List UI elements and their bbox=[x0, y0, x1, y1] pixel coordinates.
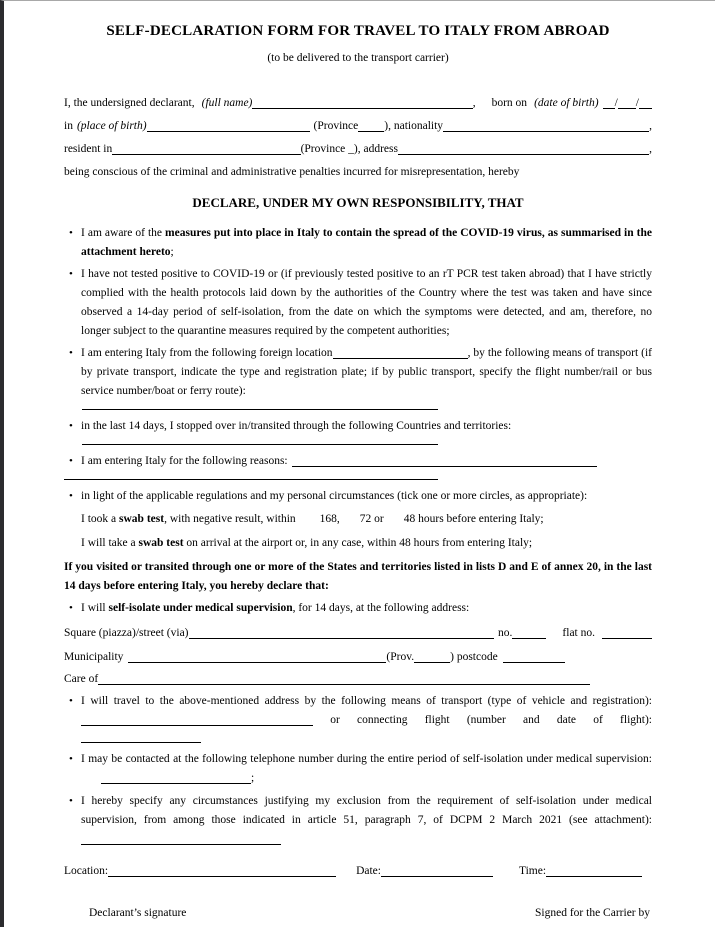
carrier-signature-label: Signed for the Carrier by bbox=[535, 907, 650, 919]
telephone-blank[interactable] bbox=[101, 773, 251, 784]
slash: / bbox=[614, 97, 618, 109]
prov-label: (Prov. bbox=[386, 651, 415, 663]
date-of-birth-label: (date of birth) bbox=[534, 97, 599, 109]
flat-no-blank[interactable] bbox=[602, 638, 652, 639]
bullet-telephone bbox=[64, 750, 652, 788]
flat-no-label: flat no. bbox=[562, 627, 595, 639]
bullet-reasons bbox=[64, 452, 652, 471]
swab-will-pre: I will take a bbox=[81, 537, 139, 549]
time-label: Time: bbox=[518, 865, 547, 877]
self-isolate-post: , for 14 days, at the following address: bbox=[292, 602, 470, 614]
street-no-blank[interactable] bbox=[512, 638, 546, 639]
comma: , bbox=[472, 97, 476, 109]
bullet-exclusion bbox=[64, 792, 652, 849]
dob-year-blank[interactable] bbox=[639, 108, 652, 109]
full-name-label: (full name) bbox=[201, 97, 253, 109]
prov-blank[interactable] bbox=[414, 652, 450, 663]
reasons-text: • I am entering Italy for the following reasons: bbox=[81, 455, 288, 467]
dob-day-blank[interactable] bbox=[603, 108, 615, 109]
address-blank[interactable] bbox=[398, 154, 649, 155]
declarations-section bbox=[64, 224, 652, 923]
declare-heading: DECLARE, UNDER MY OWN RESPONSIBILITY, THAT bbox=[192, 195, 524, 210]
swab-will-option bbox=[64, 534, 652, 553]
nationality-blank[interactable] bbox=[443, 131, 649, 132]
care-of-label: Care of bbox=[64, 673, 99, 685]
telephone-pre: I may be contacted at the following telephone number during the entire period of self-isolation under medical supervision: bbox=[81, 753, 652, 765]
location-label: Location: bbox=[64, 865, 109, 877]
signature-row bbox=[64, 904, 652, 923]
self-isolate-pre: I will bbox=[81, 602, 109, 614]
declarant-info-section bbox=[64, 92, 652, 184]
born-on-label: born on bbox=[491, 97, 528, 109]
residence-row bbox=[64, 138, 652, 161]
exclusion-blank[interactable] bbox=[81, 834, 281, 845]
province-address-label: (Province _), address bbox=[300, 143, 398, 155]
location-blank[interactable] bbox=[108, 876, 336, 877]
swab-taken-pre: I took a bbox=[81, 513, 120, 525]
stopover-write-in-line[interactable] bbox=[82, 444, 438, 445]
transport-write-in-line[interactable] bbox=[82, 409, 438, 410]
option-168: 168, bbox=[319, 513, 340, 525]
bullet-self-isolate bbox=[64, 599, 652, 618]
swab-taken-option bbox=[64, 510, 652, 529]
comma: , bbox=[649, 143, 652, 155]
date-blank[interactable] bbox=[381, 876, 493, 877]
form-content bbox=[4, 1, 715, 923]
connecting-flight-blank[interactable] bbox=[81, 732, 201, 743]
entering-post: , by the following means of transport (if by private transport, indicate the type and registration plate; if by public transport, specify the flight number/rail or bus service number/boat or ferry route): bbox=[81, 347, 652, 397]
travel-pre: I will travel to the above-mentioned address by the following means of transport (type of vehicle and registration): bbox=[81, 695, 652, 707]
postcode-label: ) postcode bbox=[450, 651, 498, 663]
aware-text: I am aware of the bbox=[81, 227, 166, 239]
penalties-line: being conscious of the criminal and administrative penalties incurred for misrepresentation, hereby bbox=[64, 166, 520, 178]
travel-post: or connecting flight (number and date of flight): bbox=[313, 714, 652, 726]
foreign-location-blank[interactable] bbox=[333, 348, 468, 359]
resident-in-label: resident in bbox=[64, 143, 113, 155]
full-name-row bbox=[64, 92, 652, 115]
municipality-row bbox=[64, 645, 652, 669]
care-of-blank[interactable] bbox=[98, 674, 590, 685]
visited-territories-heading: If you visited or transited through one or more of the States and territories listed in lists D and E of annex 20, in the last 14 days before entering Italy, you hereby declare that: bbox=[64, 561, 652, 592]
municipality-blank[interactable] bbox=[128, 652, 386, 663]
telephone-end: ; bbox=[251, 772, 255, 784]
option-48: 48 hours before entering Italy; bbox=[403, 513, 544, 525]
place-of-birth-row bbox=[64, 115, 652, 138]
dob-month-blank[interactable] bbox=[618, 108, 636, 109]
declarant-label: I, the undersigned declarant, bbox=[64, 97, 195, 109]
street-label: Square (piazza)/street (via) bbox=[64, 627, 189, 639]
street-no-label: no. bbox=[498, 627, 513, 639]
bullet-entering-from bbox=[64, 344, 652, 401]
time-blank[interactable] bbox=[546, 876, 642, 877]
self-isolate-bold: self-isolate under medical supervision bbox=[108, 602, 293, 614]
swab-taken-bold: swab test bbox=[119, 513, 165, 525]
form-subtitle: (to be delivered to the transport carrier) bbox=[267, 52, 449, 64]
connecting-flight-line-wrap bbox=[64, 730, 652, 744]
place-of-birth-blank[interactable] bbox=[147, 131, 310, 132]
declarant-signature-label: Declarant’s signature bbox=[89, 907, 187, 919]
form-title: SELF-DECLARATION FORM FOR TRAVEL TO ITALY FROM ABROAD bbox=[106, 23, 610, 39]
bullet-travel bbox=[64, 692, 652, 730]
province-blank[interactable] bbox=[358, 131, 384, 132]
option-72: 72 or bbox=[359, 513, 384, 525]
bullet-tested: • I have not tested positive to COVID-19 or (if previously tested positive to an rT PCR test taken abroad) that I have strictly complied with the health protocols laid down by the authorities of the Country where the test was taken and have since observed a 14-day period of self-isolation, from the date on which the symptoms were detected, and am, therefore, no longer subject to the quarantine measures required by the competent authorities; bbox=[64, 265, 652, 341]
reasons-write-in-line[interactable] bbox=[64, 479, 438, 480]
swab-will-post: on arrival at the airport or, in any case, within 48 hours from entering Italy; bbox=[183, 537, 533, 549]
full-name-blank[interactable] bbox=[252, 108, 472, 109]
bullet-aware bbox=[64, 224, 652, 262]
bullet-regulations: • in light of the applicable regulations and my personal circumstances (tick one or more circles, as appropriate): bbox=[64, 487, 652, 506]
municipality-label: Municipality bbox=[64, 651, 124, 663]
street-address-row bbox=[64, 621, 652, 645]
reasons-blank[interactable] bbox=[292, 466, 597, 467]
swab-taken-mid: , with negative result, within bbox=[164, 513, 296, 525]
date-label: Date: bbox=[356, 865, 381, 877]
exclusion-pre: I hereby specify any circumstances justifying my exclusion from the requirement of self-isolation under medical supervision, from among those indicated in article 51, paragraph 7, of DCPM 2 March 2021 (see attachment): bbox=[81, 795, 652, 826]
nationality-label: ), nationality bbox=[384, 120, 444, 132]
swab-will-bold: swab test bbox=[138, 537, 184, 549]
aware-end: ; bbox=[170, 246, 174, 258]
location-date-time-row bbox=[64, 862, 652, 881]
comma: , bbox=[649, 120, 652, 132]
aware-bold-text: measures put into place in Italy to contain the spread of the COVID-19 virus, as summarised in the attachment hereto bbox=[81, 227, 652, 258]
place-of-birth-label: (place of birth) bbox=[76, 120, 147, 132]
residence-blank[interactable] bbox=[112, 154, 300, 155]
postcode-blank[interactable] bbox=[503, 652, 565, 663]
bullet-stopover: • in the last 14 days, I stopped over in/transited through the following Countries and territories: bbox=[64, 417, 652, 436]
care-of-row bbox=[64, 670, 652, 688]
in-label: in bbox=[64, 120, 73, 132]
slash: / bbox=[635, 97, 639, 109]
street-blank[interactable] bbox=[189, 638, 495, 639]
entering-pre: I am entering Italy from the following foreign location bbox=[81, 347, 333, 359]
province-label: (Province bbox=[313, 120, 359, 132]
travel-transport-blank[interactable] bbox=[81, 715, 313, 726]
